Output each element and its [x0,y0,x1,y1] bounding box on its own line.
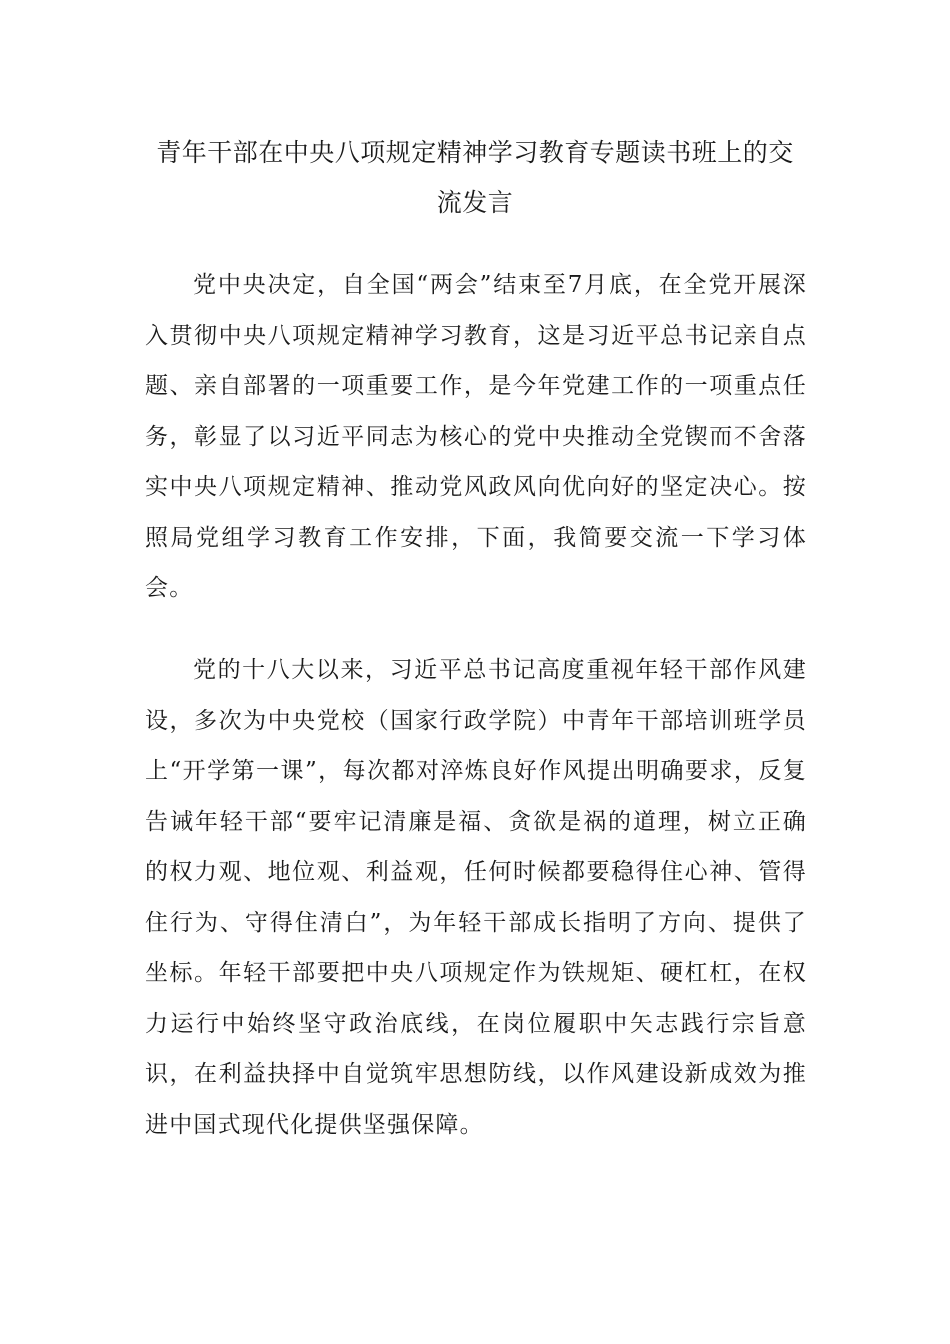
paragraph-1: 党中央决定，自全国“两会”结束至7月底，在全党开展深入贯彻中央八项规定精神学习教育，这是习近平总书记亲自点题、亲自部署的一项重要工作，是今年党建工作的一项重点任务，彰显了以习近平同志为核心的党中央推动全党锲而不舍落实中央八项规定精神、推动党风政风向优向好的坚定决心。按照局党组学习教育工作安排，下面，我简要交流一下学习体会。 [145,272,807,601]
paragraph-2: 党的十八大以来，习近平总书记高度重视年轻干部作风建设，多次为中央党校（国家行政学院）中青年干部培训班学员上“开学第一课”，每次都对淬炼良好作风提出明确要求，反复告诫年轻干部“要牢记清廉是福、贪欲是祸的道理，树立正确的权力观、地位观、利益观，任何时候都要稳得住心神、管得住行为、守得住清白”，为年轻干部成长指明了方向、提供了坐标。年轻干部要把中央八项规定作为铁规矩、硬杠杠，在权力运行中始终坚守政治底线，在岗位履职中矢志践行宗旨意识，在利益抉择中自觉筑牢思想防线，以作风建设新成效为推进中国式现代化提供坚强保障。 [145,657,807,1138]
document-title: 青年干部在中央八项规定精神学习教育专题读书班上的交流发言 [156,138,794,217]
